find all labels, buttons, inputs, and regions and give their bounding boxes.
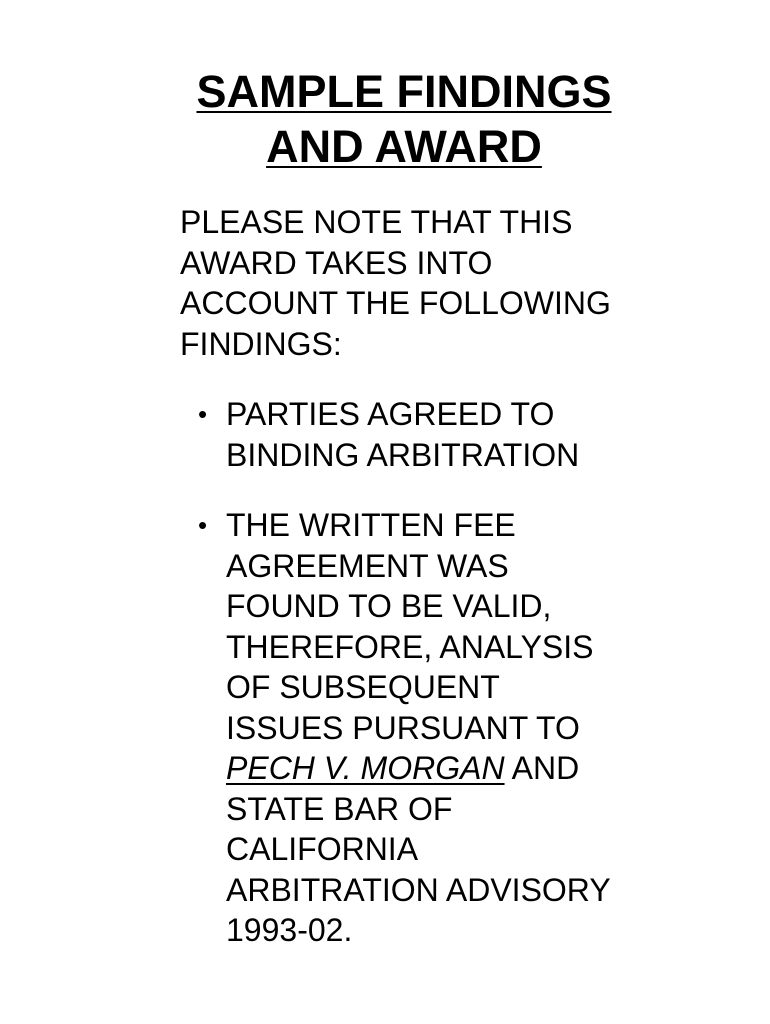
intro-line: PLEASE NOTE THAT THIS bbox=[180, 204, 573, 240]
finding-line-case bbox=[226, 748, 611, 789]
finding-line: ARBITRATION ADVISORY bbox=[226, 871, 611, 908]
finding-text bbox=[226, 394, 579, 475]
case-suffix: AND bbox=[504, 750, 580, 786]
intro-line: ACCOUNT THE FOLLOWING bbox=[180, 285, 611, 321]
page-title bbox=[0, 64, 770, 174]
finding-line: ISSUES PURSUANT TO bbox=[226, 709, 580, 746]
bullet-icon: • bbox=[198, 399, 208, 429]
finding-line: THEREFORE, ANALYSIS bbox=[226, 628, 594, 665]
intro-line: FINDINGS: bbox=[180, 325, 342, 362]
finding-line: THE WRITTEN FEE bbox=[226, 507, 516, 543]
title-line: AND AWARD bbox=[266, 121, 542, 172]
finding-text bbox=[226, 505, 611, 951]
finding-line: AGREEMENT WAS bbox=[226, 547, 509, 584]
finding-line: 1993-02. bbox=[226, 912, 353, 948]
finding-line: CALIFORNIA bbox=[226, 831, 419, 867]
case-citation: PECH V. MORGAN bbox=[226, 750, 505, 786]
title-line: SAMPLE FINDINGS bbox=[196, 66, 612, 117]
bullet-icon: • bbox=[198, 510, 208, 540]
intro-line: AWARD TAKES INTO bbox=[180, 244, 493, 281]
intro-paragraph bbox=[180, 202, 650, 364]
finding-line: PARTIES AGREED TO bbox=[226, 396, 555, 432]
finding-line: OF SUBSEQUENT bbox=[226, 669, 500, 705]
finding-line: BINDING ARBITRATION bbox=[226, 436, 580, 473]
finding-line: STATE BAR OF bbox=[226, 790, 453, 827]
finding-line: FOUND TO BE VALID, bbox=[226, 588, 552, 624]
